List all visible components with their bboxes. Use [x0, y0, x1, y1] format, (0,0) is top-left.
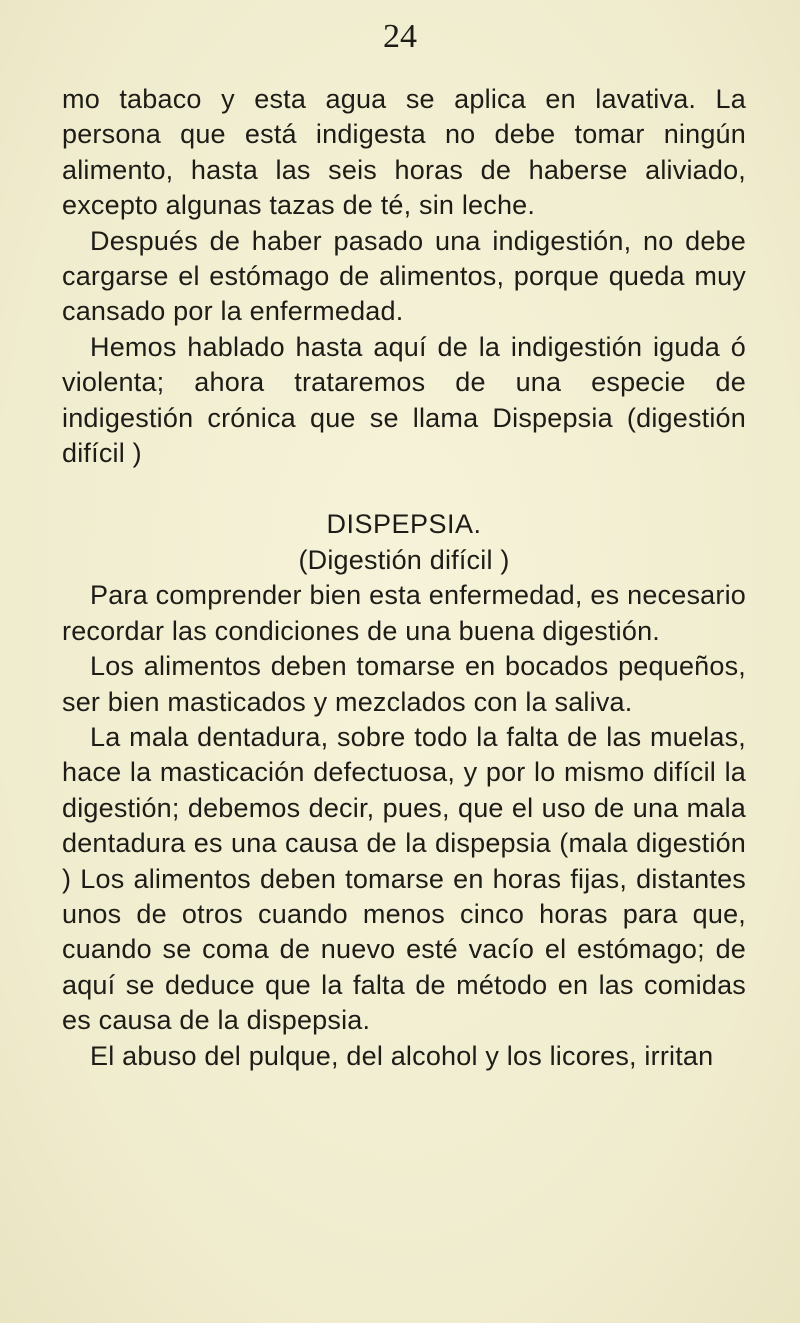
paragraph: La mala dentadura, sobre todo la falta de las muelas, hace la masticación defectuosa, y por lo mismo difícil la digestión; debemos decir, pues, que el uso de una mala dentadura es una causa de la dispepsia (mala digestión ) Los alimentos deben tomarse en horas fijas, distantes unos de otros cuando menos cinco horas para que, cuando se coma de nuevo esté vacío el estómago; de aquí se deduce que la falta de método en las comidas es causa de la dispepsia.	[62, 721, 746, 1036]
paragraph: El abuso del pulque, del alcohol y los licores, irritan	[90, 1040, 714, 1071]
page-text	[62, 82, 746, 1074]
section-subtitle: (Digestión difícil )	[298, 544, 510, 575]
section-title: DISPEPSIA.	[326, 509, 482, 540]
paragraph: Hemos hablado hasta aquí de la indigestión iguda ó violenta; ahora trataremos de una especie de indigestión crónica que se llama Dispepsia (digestión difícil )	[62, 331, 746, 469]
page-number: 24	[383, 18, 417, 55]
paragraph: mo tabaco y esta agua se aplica en lavativa. La persona que está indigesta no debe tomar ningún alimento, hasta las seis horas de haberse aliviado, excepto algunas tazas de té, sin leche.	[62, 84, 746, 221]
paragraph: Después de haber pasado una indigestión, no debe cargarse el estómago de alimentos, porque queda muy cansado por la enfermedad.	[62, 225, 746, 327]
paragraph: Para comprender bien esta enfermedad, es necesario recordar las condiciones de una buena digestión.	[62, 580, 746, 646]
paragraph: Los alimentos deben tomarse en bocados pequeños, ser bien masticados y mezclados con la saliva.	[62, 651, 746, 717]
